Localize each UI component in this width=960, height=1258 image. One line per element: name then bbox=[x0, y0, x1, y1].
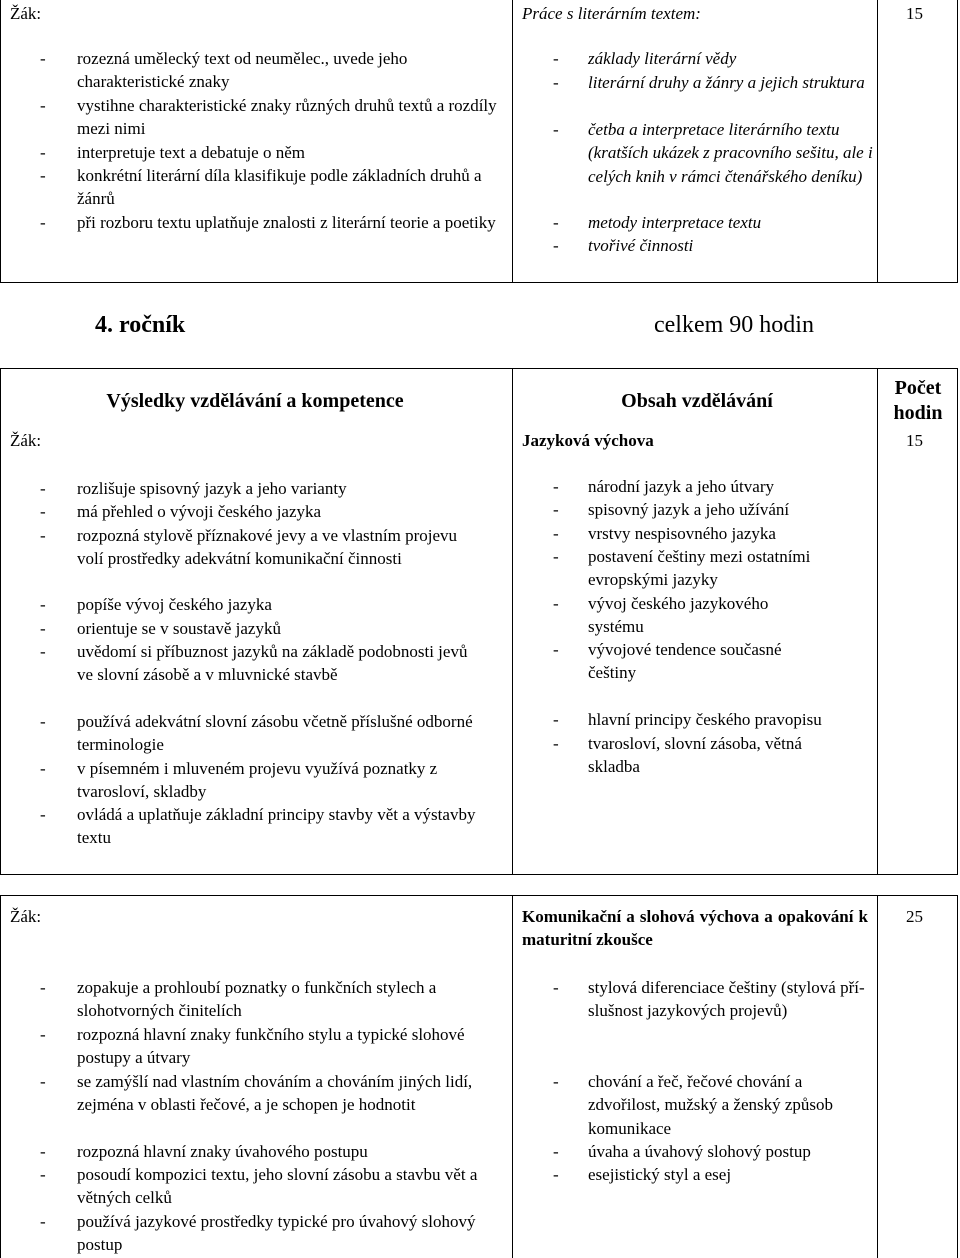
t1-zak-label: Žák: bbox=[10, 4, 42, 23]
list-item: - postavení češtiny mezi ostatními evropskými jazyky bbox=[553, 547, 811, 590]
table-border bbox=[512, 895, 513, 1258]
t1-content-title: Práce s literárním textem: bbox=[522, 4, 701, 23]
list-item: - národní jazyk a jeho útvary bbox=[553, 477, 774, 496]
list-item: - tvořivé činnosti bbox=[553, 236, 694, 255]
list-item: - četba a interpretace literárního textu (kratších ukázek z pracovního sešitu, ale i celých knih v rámci čtenářského deníku) bbox=[553, 120, 873, 186]
list-item: - orientuje se v soustavě jazyků bbox=[40, 619, 281, 638]
list-item: - rozpozná hlavní znaky úvahového postupu bbox=[40, 1142, 368, 1161]
list-item: - chování a řeč, řečové chování a zdvořilost, mužský a ženský způsob komunikace bbox=[553, 1072, 834, 1138]
t3-zak-label: Žák: bbox=[10, 907, 42, 926]
list-item: - vývojové tendence současné češtiny bbox=[553, 640, 782, 683]
table-border bbox=[0, 874, 958, 875]
table-border bbox=[0, 0, 1, 283]
column-header-results: Výsledky vzdělávání a kompetence bbox=[106, 390, 404, 412]
list-item: - používá jazykové prostředky typické pro úvahový slohový postup bbox=[40, 1212, 476, 1255]
list-item: - ovládá a uplatňuje základní principy stavby vět a výstavby textu bbox=[40, 805, 476, 848]
list-item: - spisovný jazyk a jeho užívání bbox=[553, 500, 790, 519]
t1-hours: 15 bbox=[906, 4, 923, 23]
t2-zak-label: Žák: bbox=[10, 431, 42, 450]
table-border bbox=[0, 895, 958, 896]
list-item: - konkrétní literární díla klasifikuje podle základních druhů a žánrů bbox=[40, 166, 482, 209]
t3-section-title: Komunikační a slohová výchova a opakování k maturitní zkoušce bbox=[522, 907, 868, 950]
list-item: - uvědomí si příbuznost jazyků na základě podobnosti jevů ve slovní zásobě a v mluvnické stavbě bbox=[40, 642, 468, 685]
list-item: - se zamýšlí nad vlastním chováním a chováním jiných lidí, zejména v oblasti řečové, a je schopen je hodnotit bbox=[40, 1072, 473, 1115]
list-item: - vrstvy nespisovného jazyka bbox=[553, 524, 776, 543]
table-border bbox=[957, 895, 958, 1258]
list-item: - literární druhy a žánry a jejich struktura bbox=[553, 73, 865, 92]
table-border bbox=[877, 0, 878, 283]
list-item: - používá adekvátní slovní zásobu včetně příslušné odborné terminologie bbox=[40, 712, 473, 755]
table-border bbox=[877, 895, 878, 1258]
table-border bbox=[957, 0, 958, 283]
list-item: - posoudí kompozici textu, jeho slovní zásobu a stavbu vět a větných celků bbox=[40, 1165, 478, 1208]
total-hours-heading: celkem 90 hodin bbox=[654, 312, 814, 338]
list-item: - stylová diferenciace češtiny (stylová pří-slušnost jazykových projevů) bbox=[553, 978, 865, 1021]
column-header-hours: Počet hodin bbox=[893, 377, 943, 424]
list-item: - vystihne charakteristické znaky různých druhů textů a rozdíly mezi nimi bbox=[40, 96, 497, 139]
list-item: - má přehled o vývoji českého jazyka bbox=[40, 502, 322, 521]
table-border bbox=[0, 282, 958, 283]
table-border bbox=[512, 368, 513, 875]
grade-heading: 4. ročník bbox=[95, 312, 186, 338]
list-item: - hlavní principy českého pravopisu bbox=[553, 710, 822, 729]
t3-hours: 25 bbox=[906, 907, 923, 926]
list-item: - rozezná umělecký text od neumělec., uvede jeho charakteristické znaky bbox=[40, 49, 408, 92]
list-item: - v písemném i mluveném projevu využívá poznatky z tvarosloví, skladby bbox=[40, 759, 438, 802]
table-border bbox=[877, 368, 878, 875]
list-item: - základy literární vědy bbox=[553, 49, 737, 68]
table-border bbox=[0, 368, 958, 369]
list-item: - tvarosloví, slovní zásoba, větná skladba bbox=[553, 734, 802, 777]
table-border bbox=[0, 368, 1, 875]
column-header-content: Obsah vzdělávání bbox=[621, 390, 773, 412]
t2-section-title: Jazyková výchova bbox=[522, 431, 654, 450]
list-item: - zopakuje a prohloubí poznatky o funkčních stylech a slohotvorných činitelích bbox=[40, 978, 437, 1021]
list-item: - esejistický styl a esej bbox=[553, 1165, 732, 1184]
list-item: - rozlišuje spisovný jazyk a jeho varianty bbox=[40, 479, 347, 498]
table-border bbox=[512, 0, 513, 283]
list-item: - metody interpretace textu bbox=[553, 213, 762, 232]
table-border bbox=[957, 368, 958, 875]
list-item: - interpretuje text a debatuje o něm bbox=[40, 143, 305, 162]
list-item: - rozpozná stylově příznakové jevy a ve vlastním projevu volí prostředky adekvátní komunikační činnosti bbox=[40, 526, 458, 569]
table-border bbox=[0, 895, 1, 1258]
list-item: - rozpozná hlavní znaky funkčního stylu a typické slohové postupy a útvary bbox=[40, 1025, 465, 1068]
t2-hours: 15 bbox=[906, 431, 923, 450]
list-item: - při rozboru textu uplatňuje znalosti z literární teorie a poetiky bbox=[40, 213, 496, 232]
list-item: - vývoj českého jazykového systému bbox=[553, 594, 769, 637]
list-item: - úvaha a úvahový slohový postup bbox=[553, 1142, 811, 1161]
list-item: - popíše vývoj českého jazyka bbox=[40, 595, 272, 614]
